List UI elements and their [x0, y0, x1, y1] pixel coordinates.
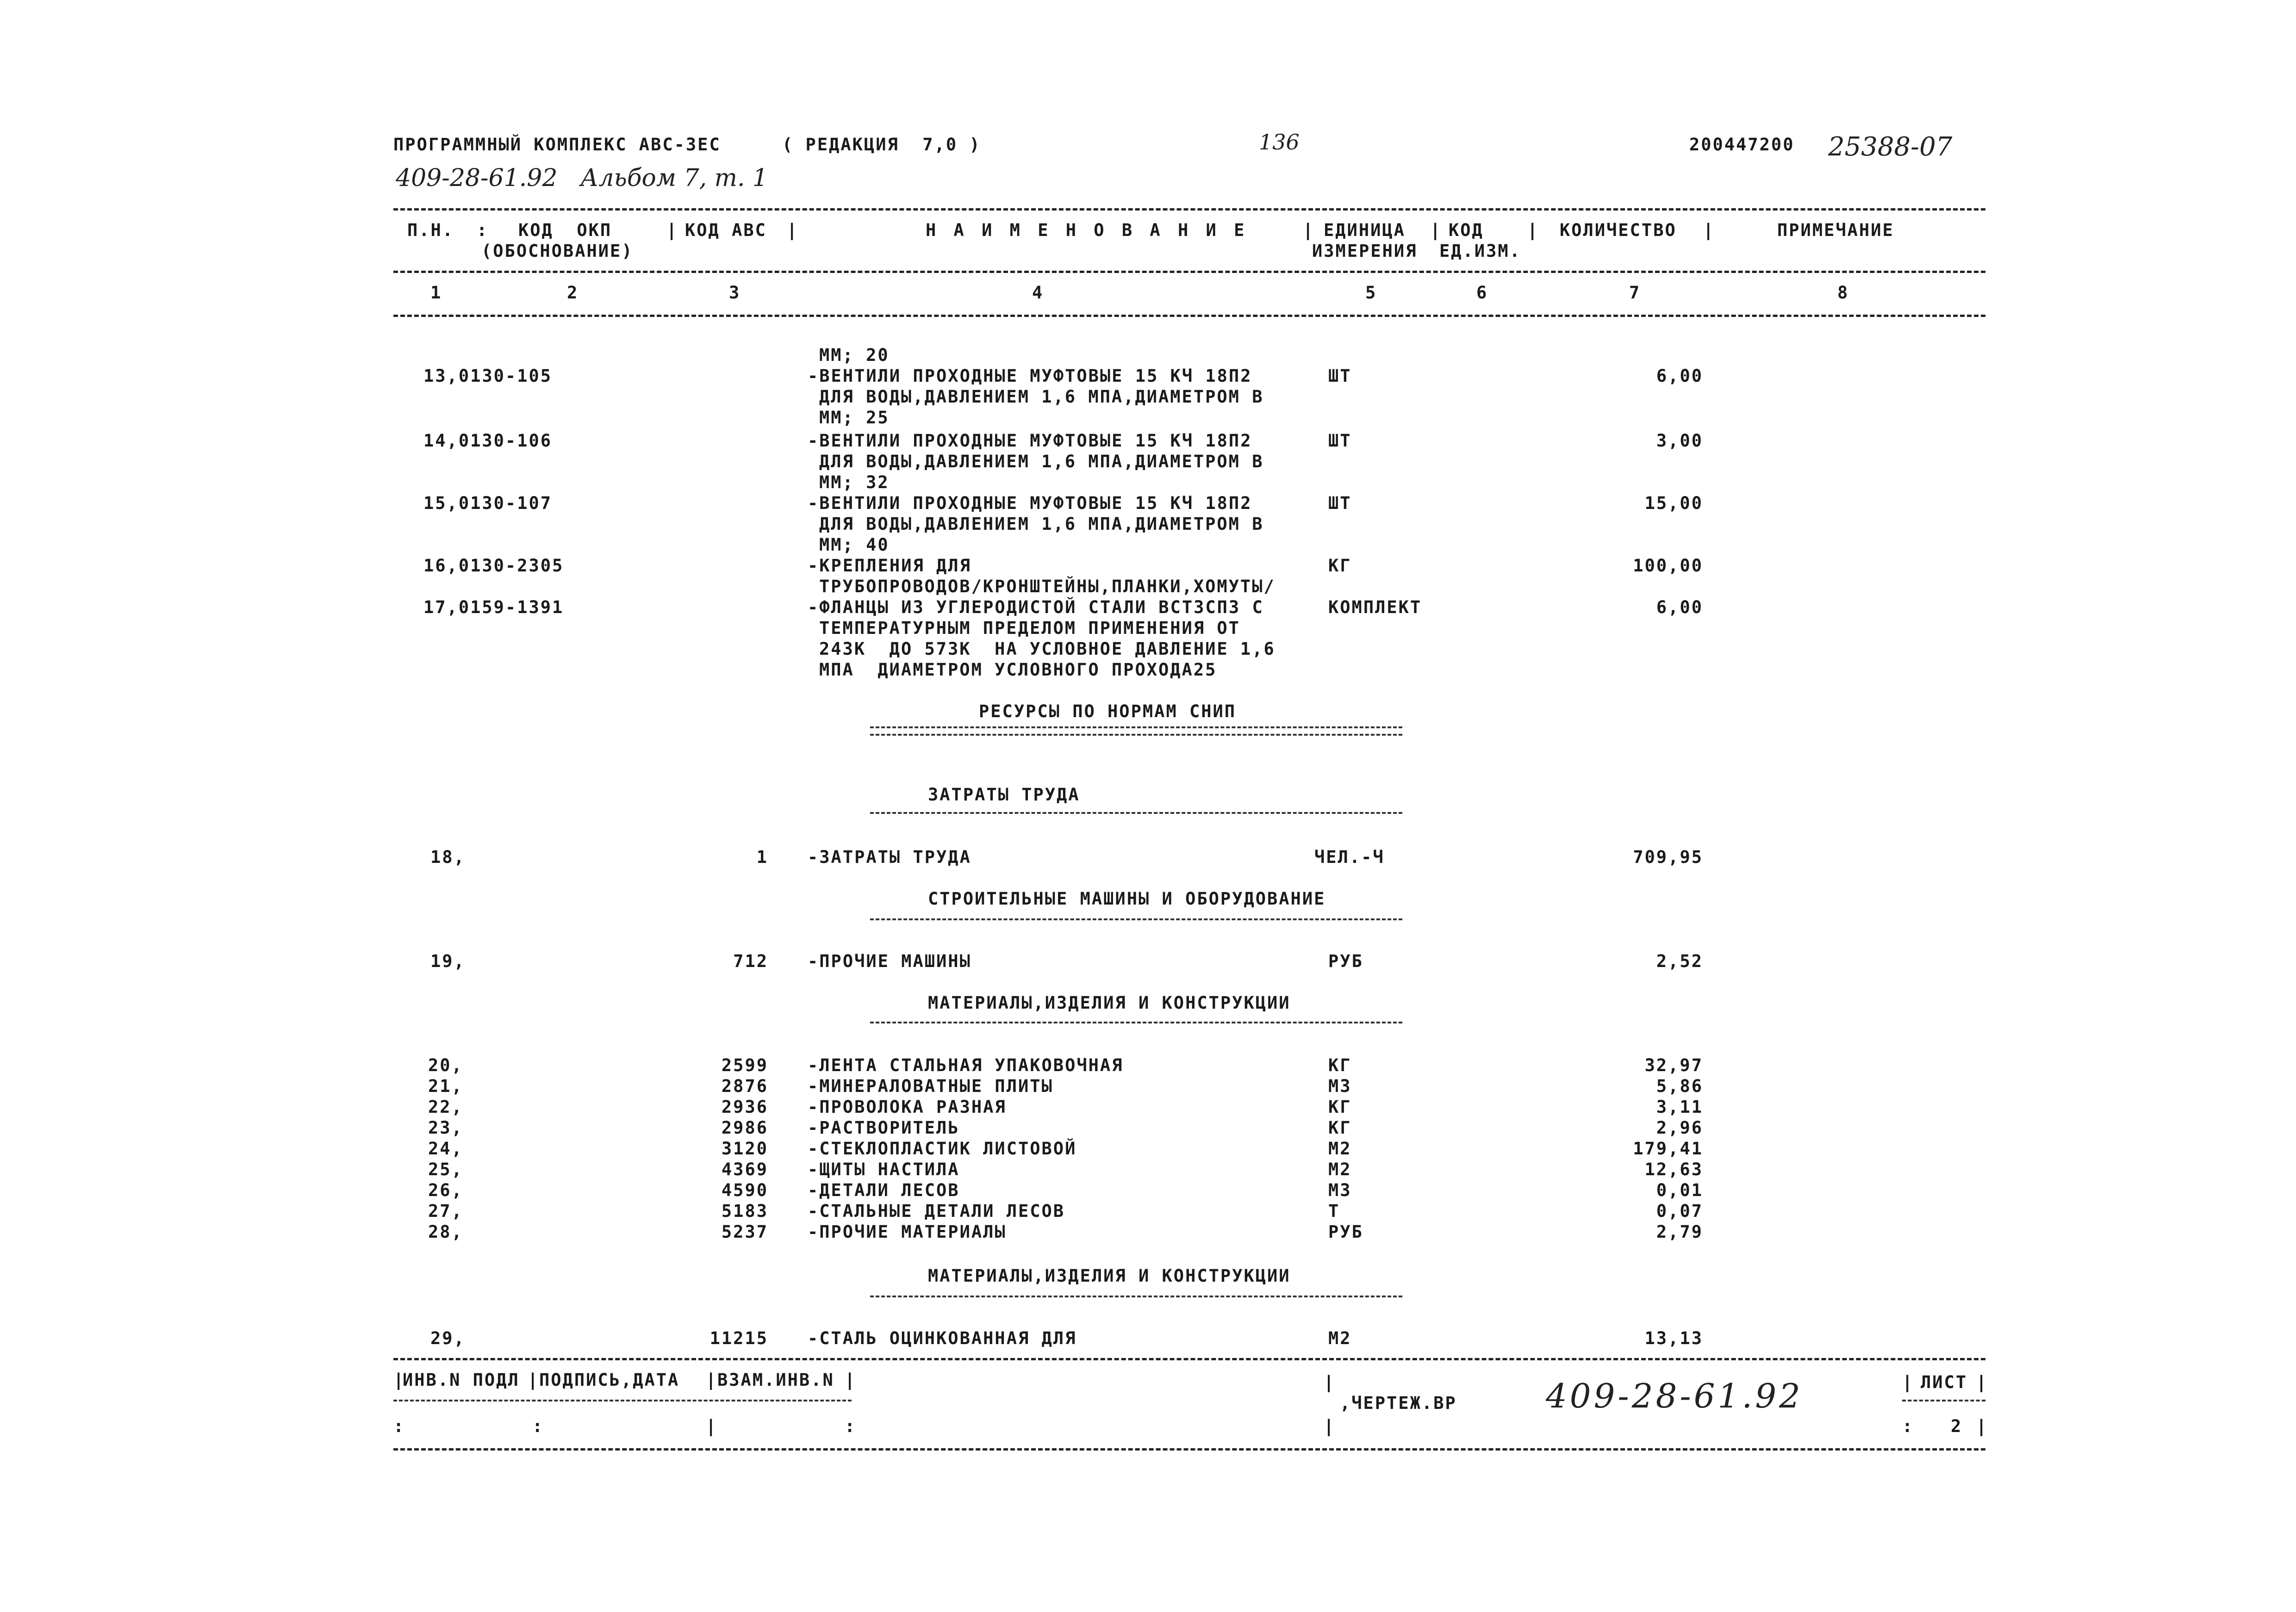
row-unit: РУБ — [1328, 951, 1363, 971]
col-header-name: Н А И М Е Н О В А Н И Е — [926, 220, 1248, 240]
row-id: 28, — [428, 1222, 463, 1242]
col-header-unit2: ИЗМЕРЕНИЯ — [1312, 241, 1418, 261]
row-name: -ФЛАНЦЫ ИЗ УГЛЕРОДИСТОЙ СТАЛИ ВСТ3СП3 С — [808, 597, 1264, 617]
rule-header-bottom — [393, 315, 1985, 317]
row-name: ММ; 40 — [819, 535, 890, 555]
row-name: -ПРОЧИЕ МАТЕРИАЛЫ — [808, 1222, 1007, 1242]
col-header-pn: П.Н. — [407, 220, 454, 240]
col-sep: | — [1703, 220, 1714, 240]
footer-sep: | — [706, 1416, 716, 1436]
row-id: 14,0130-106 — [423, 431, 553, 451]
col-number: 6 — [1476, 283, 1488, 303]
row-qty: 100,00 — [1633, 556, 1703, 576]
footer-sep: | — [528, 1370, 538, 1390]
row-unit: КОМПЛЕКТ — [1328, 597, 1422, 617]
sheet-label: ЛИСТ — [1921, 1372, 1968, 1392]
section-rule — [870, 1022, 1402, 1023]
double-rule — [870, 726, 1402, 736]
col-sep: | — [1303, 220, 1313, 240]
row-abc: 11215 — [709, 1328, 768, 1348]
row-id: 26, — [428, 1180, 463, 1200]
row-name: ДЛЯ ВОДЫ,ДАВЛЕНИЕМ 1,6 МПА,ДИАМЕТРОМ В — [819, 514, 1264, 534]
row-id: 29, — [430, 1328, 466, 1348]
footer-sep: : — [845, 1416, 855, 1436]
rule-top — [393, 208, 1985, 211]
footer-inv-label: ИНВ.N ПОДЛ — [403, 1370, 520, 1390]
row-abc: 4590 — [721, 1180, 768, 1200]
row-id: 13,0130-105 — [423, 366, 553, 386]
col-sep: | — [1527, 220, 1538, 240]
row-id: 20, — [428, 1055, 463, 1075]
row-qty: 6,00 — [1656, 597, 1703, 617]
row-name: -ЩИТЫ НАСТИЛА — [808, 1159, 960, 1179]
row-qty: 15,00 — [1644, 493, 1703, 513]
row-id: 22, — [428, 1097, 463, 1117]
section-title-machines: СТРОИТЕЛЬНЫЕ МАШИНЫ И ОБОРУДОВАНИЕ — [928, 889, 1326, 909]
footer-sep: | — [393, 1370, 404, 1390]
row-abc: 712 — [733, 951, 768, 971]
footer-sep: | — [1976, 1416, 1987, 1436]
row-qty: 3,11 — [1656, 1097, 1703, 1117]
row-qty: 6,00 — [1656, 366, 1703, 386]
row-name: -СТЕКЛОПЛАСТИК ЛИСТОВОЙ — [808, 1139, 1077, 1159]
row-unit: ШТ — [1328, 431, 1352, 451]
footer-sign-label: ПОДПИСЬ,ДАТА — [539, 1370, 680, 1390]
drawing-number: 409-28-61.92 — [1546, 1376, 1803, 1415]
sheet-number: 2 — [1951, 1416, 1963, 1436]
row-unit: М2 — [1328, 1159, 1352, 1179]
footer-sep: : — [1902, 1416, 1913, 1436]
section-rule — [870, 918, 1402, 920]
row-abc: 1 — [756, 847, 768, 867]
col-sep: | — [787, 220, 797, 240]
row-name: 243К ДО 573К НА УСЛОВНОЕ ДАВЛЕНИЕ 1,6 — [819, 639, 1276, 659]
row-unit: ШТ — [1328, 366, 1352, 386]
footer-rule-mid — [393, 1400, 852, 1401]
row-qty: 12,63 — [1644, 1159, 1703, 1179]
section-rule — [870, 1296, 1402, 1297]
program-title: ПРОГРАММНЫЙ КОМПЛЕКС АВС-3ЕС — [393, 135, 721, 155]
row-id: 27, — [428, 1201, 463, 1221]
col-number: 7 — [1629, 283, 1641, 303]
footer-sep: | — [1976, 1372, 1987, 1392]
col-header-abc: КОД АВС — [685, 220, 767, 240]
row-unit: ЧЕЛ.-Ч — [1314, 847, 1385, 867]
row-id: 16,0130-2305 — [423, 556, 564, 576]
row-unit: М2 — [1328, 1139, 1352, 1159]
row-qty: 0,01 — [1656, 1180, 1703, 1200]
col-header-code: КОД — [1449, 220, 1484, 240]
col-header-qty: КОЛИЧЕСТВО — [1560, 220, 1677, 240]
col-header-code2: ЕД.ИЗМ. — [1439, 241, 1521, 261]
col-sep: | — [666, 220, 677, 240]
row-unit: М3 — [1328, 1180, 1352, 1200]
footer-sep: | — [706, 1370, 716, 1390]
document-code: 200447200 — [1689, 135, 1795, 155]
row-name: -МИНЕРАЛОВАТНЫЕ ПЛИТЫ — [808, 1076, 1053, 1096]
row-name: ДЛЯ ВОДЫ,ДАВЛЕНИЕМ 1,6 МПА,ДИАМЕТРОМ В — [819, 452, 1264, 471]
row-abc: 4369 — [721, 1159, 768, 1179]
col-number: 8 — [1837, 283, 1849, 303]
row-abc: 2936 — [721, 1097, 768, 1117]
col-header-unit: ЕДИНИЦА — [1324, 220, 1406, 240]
row-unit: КГ — [1328, 1055, 1352, 1075]
footer-vzam-label: ВЗАМ.ИНВ.N — [717, 1370, 834, 1390]
row-name: -ПРОЧИЕ МАШИНЫ — [808, 951, 971, 971]
row-qty: 2,52 — [1656, 951, 1703, 971]
section-title-materials-2: МАТЕРИАЛЫ,ИЗДЕЛИЯ И КОНСТРУКЦИИ — [928, 1266, 1291, 1286]
row-qty: 5,86 — [1656, 1076, 1703, 1096]
row-qty: 13,13 — [1644, 1328, 1703, 1348]
row-abc: 2986 — [721, 1118, 768, 1138]
row-qty: 3,00 — [1656, 431, 1703, 451]
row-qty: 2,79 — [1656, 1222, 1703, 1242]
col-number: 4 — [1032, 283, 1044, 303]
row-id: 17,0159-1391 — [423, 597, 564, 617]
row-id: 23, — [428, 1118, 463, 1138]
page-number: 136 — [1259, 130, 1300, 155]
row-abc: 2599 — [721, 1055, 768, 1075]
section-rule — [870, 812, 1402, 814]
row-unit: КГ — [1328, 1097, 1352, 1117]
row-abc: 5237 — [721, 1222, 768, 1242]
footer-sep: : — [532, 1416, 543, 1436]
row-id: 21, — [428, 1076, 463, 1096]
row-unit: КГ — [1328, 556, 1352, 576]
row-name: -СТАЛЬНЫЕ ДЕТАЛИ ЛЕСОВ — [808, 1201, 1065, 1221]
row-unit: РУБ — [1328, 1222, 1363, 1242]
row-name: -ЗАТРАТЫ ТРУДА — [808, 847, 971, 867]
col-header-basis: (ОБОСНОВАНИЕ) — [481, 241, 634, 261]
row-name: -ВЕНТИЛИ ПРОХОДНЫЕ МУФТОВЫЕ 15 КЧ 18П2 — [808, 493, 1252, 513]
row-qty: 0,07 — [1656, 1201, 1703, 1221]
handwritten-code: 25388-07 — [1828, 132, 1953, 162]
footer-sep: | — [1324, 1416, 1334, 1436]
handwritten-album: 409-28-61.92 Альбом 7, т. 1 — [396, 164, 768, 192]
sheet-rule — [1902, 1400, 1985, 1401]
row-name: -СТАЛЬ ОЦИНКОВАННАЯ ДЛЯ — [808, 1328, 1077, 1348]
row-name: ТЕМПЕРАТУРНЫМ ПРЕДЕЛОМ ПРИМЕНЕНИЯ ОТ — [819, 618, 1240, 638]
footer-sep: | — [1902, 1372, 1913, 1392]
row-name: МПА ДИАМЕТРОМ УСЛОВНОГО ПРОХОДА25 — [819, 660, 1217, 680]
col-number: 5 — [1365, 283, 1377, 303]
row-name: -ВЕНТИЛИ ПРОХОДНЫЕ МУФТОВЫЕ 15 КЧ 18П2 — [808, 431, 1252, 451]
row-qty: 32,97 — [1644, 1055, 1703, 1075]
row-id: 18, — [430, 847, 466, 867]
row-abc: 2876 — [721, 1076, 768, 1096]
row-id: 15,0130-107 — [423, 493, 553, 513]
col-sep: : — [477, 220, 487, 240]
drawing-label: ,ЧЕРТЕЖ.ВР — [1340, 1393, 1457, 1413]
row-unit: КГ — [1328, 1118, 1352, 1138]
row-id: 25, — [428, 1159, 463, 1179]
row-name: -ЛЕНТА СТАЛЬНАЯ УПАКОВОЧНАЯ — [808, 1055, 1124, 1075]
row-qty: 179,41 — [1633, 1139, 1703, 1159]
footer-sep: : — [393, 1416, 404, 1436]
footer-rule-bottom — [393, 1448, 1985, 1451]
row-name: -ПРОВОЛОКА РАЗНАЯ — [808, 1097, 1007, 1117]
row-abc: 3120 — [721, 1139, 768, 1159]
row-name: ММ; 32 — [819, 472, 890, 492]
section-title-materials: МАТЕРИАЛЫ,ИЗДЕЛИЯ И КОНСТРУКЦИИ — [928, 993, 1291, 1013]
row-unit: Т — [1328, 1201, 1340, 1221]
col-number: 3 — [729, 283, 741, 303]
row-id: 24, — [428, 1139, 463, 1159]
footer-sep: | — [845, 1370, 855, 1390]
row-abc: 5183 — [721, 1201, 768, 1221]
edition-label: ( РЕДАКЦИЯ 7,0 ) — [782, 135, 981, 155]
col-header-okp: КОД ОКП — [518, 220, 612, 240]
row-name: ДЛЯ ВОДЫ,ДАВЛЕНИЕМ 1,6 МПА,ДИАМЕТРОМ В — [819, 387, 1264, 407]
row-qty: 2,96 — [1656, 1118, 1703, 1138]
row-qty: 709,95 — [1633, 847, 1703, 867]
section-title-resources: РЕСУРСЫ ПО НОРМАМ СНИП — [979, 701, 1237, 721]
row-name: ММ; 25 — [819, 408, 890, 428]
section-title-labor: ЗАТРАТЫ ТРУДА — [928, 785, 1080, 805]
row-unit: М3 — [1328, 1076, 1352, 1096]
footer-rule-top — [393, 1358, 1985, 1360]
row-unit: ШТ — [1328, 493, 1352, 513]
row-name: ТРУБОПРОВОДОВ/КРОНШТЕЙНЫ,ПЛАНКИ,ХОМУТЫ/ — [819, 577, 1276, 596]
row-name: -КРЕПЛЕНИЯ ДЛЯ — [808, 556, 971, 576]
row-unit: М2 — [1328, 1328, 1352, 1348]
col-sep: | — [1430, 220, 1441, 240]
col-header-note: ПРИМЕЧАНИЕ — [1777, 220, 1894, 240]
row-name: -ВЕНТИЛИ ПРОХОДНЫЕ МУФТОВЫЕ 15 КЧ 18П2 — [808, 366, 1252, 386]
footer-sep: | — [1324, 1372, 1334, 1392]
col-number: 2 — [567, 283, 579, 303]
row-name: -РАСТВОРИТЕЛЬ — [808, 1118, 960, 1138]
row-id: 19, — [430, 951, 466, 971]
row-name: ММ; 20 — [819, 345, 890, 365]
rule-header-mid — [393, 271, 1985, 273]
col-number: 1 — [430, 283, 442, 303]
row-name: -ДЕТАЛИ ЛЕСОВ — [808, 1180, 960, 1200]
